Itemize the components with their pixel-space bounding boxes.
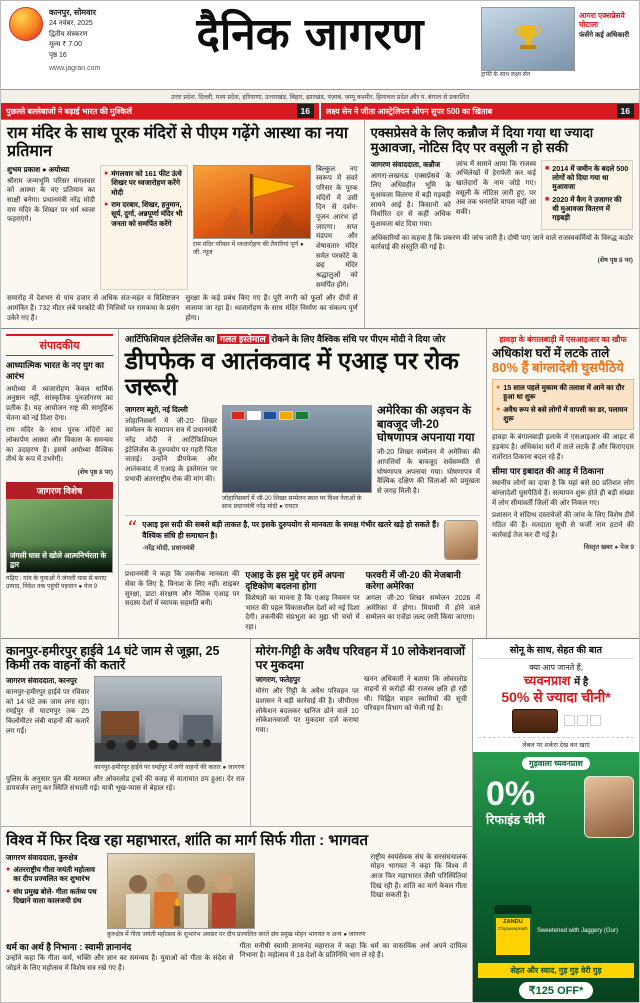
ram-photo-caption: राम मंदिर परिसर में ध्वजारोहण की तैयारियां पूर्ण ● जी. न्यूज (193, 240, 304, 256)
ad-gudwala-badge: गुड़वाला च्यवनप्राश (522, 757, 590, 770)
jagran-vishesh-note: पढ़िए : गांव के युवाओं ने जंगली घास से बनाए उत्पाद, विदेश तक पहुंची पहचान ● पेज 9 (6, 574, 107, 590)
ad-green-panel (473, 752, 639, 1003)
middle-row (1, 328, 639, 637)
teaser-left (1, 103, 319, 119)
saffron-flag-icon (194, 166, 311, 239)
publication-states-line: उत्तर प्रदेश, दिल्ली, मध्य प्रदेश, हरियाणा, उत्तराखंड, बिहार, झारखंड, पंजाब, जम्मू कश्मीर, हिमाचल प्रदेश और प. बंगाल से प्रकाशित (1, 89, 639, 103)
ad-line1-rest: में है (574, 676, 589, 688)
sir-kicker: हावड़ा के बंगालबाड़ी में एसआइआर का खौफ (499, 335, 627, 345)
bhagwat-col3: गीता मनीषी स्वामी ज्ञानानंद महाराज ने कहा कि धर्म का वास्तविक अर्थ अपने दायित्व निभाना है। महोत्सव में 18 देशों के प्रतिनिधि भाग ले रहे हैं। (239, 942, 467, 960)
ram-intro: श्रीराम जन्मभूमि परिसर मंगलवार को आस्था के नए प्रतिमान का साक्षी बनेगा। प्रधानमंत्री नरेंद्र मोदी राम मंदिर के शिखर पर धर्म ध्वजा फहराएंगे। (7, 177, 95, 224)
bhagwat-bullet-2: संघ प्रमुख बोले- गीता कर्तव्य पथ दिखाने वाला कालजयी ग्रंथ (13, 886, 97, 905)
highway-jam-photo (94, 676, 222, 762)
sir-bullet-box (492, 379, 634, 430)
jagran-vishesh-label: जागरण विशेष (6, 482, 113, 499)
bhagwat-col1: राष्ट्रीय स्वयंसेवक संघ के सरसंघचालक मोहन भागवत ने कहा कि विश्व में आज फिर महाभारत जैसी परिस्थितियां दिख रही हैं। शांति का मार्ग केवल गीता दिखा सकती है। (370, 853, 467, 900)
gita-mahotsav-stage-photo (107, 853, 255, 929)
ai-substory1-headline: एआइ के इस मुद्दे पर हमें अपना दृष्टिकोण बदलना होगा (245, 570, 345, 592)
ai-col1: जोहानिसबर्ग में जी-20 शिखर सम्मेलन के समापन सत्र में प्रधानमंत्री नरेंद्र मोदी ने आर्टिफिशियल इंटेलिजेंस के दुरुपयोग पर गहरी चिंता जताई। उन्होंने डीपफेक और आतंकवाद में एआइ के इस्तेमाल पर प्रभावी अंतरराष्ट्रीय रोक की मांग की। (125, 417, 217, 483)
article-sir-border (487, 329, 639, 637)
promo-line1: आगरा एक्सप्रेसवे घोटाला (579, 11, 625, 30)
bullet-icon: ● (6, 865, 11, 873)
bhagwat-byline: जागरण संवाददाता, कुरुक्षेत्र (6, 852, 78, 862)
article-highway-jam (1, 639, 251, 826)
ai-kicker-highlight: गलत इस्तेमाल (217, 334, 269, 344)
expressway-col3: अधिकारियों का कहना है कि प्रकरण की जांच जारी है। दोषी पाए जाने वाले राजस्वकर्मियों के विरुद्ध कठोर कार्रवाई की संस्तुति की गई है। (370, 234, 633, 252)
expressway-bullet-1: 2014 में जमीन के बदले 500 लोगों को दिया गया था मुआवजा (552, 163, 629, 192)
ram-mandir-flag-photo (193, 165, 311, 239)
ad-zero-percent: 0% (486, 774, 536, 813)
bhagwat-headline: विश्व में फिर दिख रहा महाभारत, शांति का मार्ग सिर्फ गीता : भागवत (6, 831, 369, 849)
ad-refined-sugar-label: रिफाइंड चीनी (486, 812, 545, 827)
highway-col2: पुलिस के अनुसार पुल की मरम्मत और ओवरलोड ट्रकों की वजह से यातायात ठप हुआ। देर रात डायवर्जन लागू कर स्थिति संभाली गई। यात्री भूख-प्यास से बेहाल रहे। (6, 775, 245, 793)
sir-bullet-1: 15 साल पहले मुकाम की तलाश में आने का दौर हुआ था शुरू (503, 383, 625, 402)
article-morang (251, 639, 472, 826)
bhagwat-subhead: धर्म का अर्थ है निभाना : स्वामी ज्ञानानंद (6, 941, 132, 952)
ai-kicker-pre: आर्टिफिशियल इंटेलिजेंस का (125, 334, 215, 345)
city-day: कानपुर, सोमवार (49, 8, 96, 17)
promo-side (579, 7, 631, 89)
promo-caption: ट्राफी के साथ लक्ष्य सेन (481, 72, 531, 78)
bullet-icon: ● (6, 887, 11, 895)
trucks-icon (95, 677, 222, 762)
ai-kicker-post: रोकने के लिए वैश्विक संधि पर पीएम मोदी ने दिया जोर (271, 334, 446, 345)
promo-photo-wrap (481, 7, 575, 89)
highway-col1: कानपुर-हमीरपुर हाईवे पर रविवार को 14 घंटे तक जाम लगा रहा। रमईपुर से घाटमपुर तक 25 किलोमीटर लंबी वाहनों की कतारें लग गईं। (6, 689, 90, 735)
bullet-icon: ● (104, 200, 109, 208)
editorial-column (1, 329, 119, 637)
modi-quote-text: एआइ इस सदी की सबसे बड़ी ताकत है, पर इसके दुरुपयोग से मानवता के समक्ष गंभीर खतरे खड़े हो सकते हैं। वैश्विक संधि ही समाधान है। (142, 520, 439, 540)
lakshya-sen-trophy-photo (481, 7, 575, 71)
modi-quote-box (125, 515, 480, 565)
bottom-section (1, 638, 639, 1003)
trophy-icon (508, 19, 548, 59)
chyavanprash-jar-icon (494, 905, 532, 959)
morang-byline: जागरण, फतेहपुर (255, 675, 301, 685)
editorial-title: संपादकीय (6, 334, 113, 356)
jagran-vishesh-photo (6, 499, 113, 573)
ram-headline: राम मंदिर के साथ पूरक मंदिरों से पीएम गढ़ेंगे आस्था का नया प्रतिमान (7, 125, 349, 160)
sonu-sood-photo (584, 776, 634, 838)
ram-col3: सुरक्षा के कड़े प्रबंध किए गए हैं। पूरी नगरी को फूलों और दीपों से सजाया जा रहा है। ध्वजारोहण के साथ मंदिर निर्माण का संकल्प पूर्ण होगा। (185, 295, 358, 322)
date-block (49, 7, 100, 89)
masthead (1, 1, 639, 89)
g20-leaders-photo (222, 405, 372, 493)
sir-headline-line2: 80% हैं बांग्लादेशी घुसपैठिये (492, 360, 624, 376)
morang-headline: मोरंग-गिट्टी के अवैध परिवहन में 10 लोकेशनवाजों पर मुकदमा (255, 643, 465, 672)
teaser-right-page-badge: 16 (617, 104, 634, 118)
bullet-icon: ● (104, 169, 109, 177)
ram-bullet-box (100, 165, 188, 291)
ram-bullet-1: मंगलवार को 161 फीट ऊंचे शिखर पर ध्वजारोहण करेंगे मोदी (111, 168, 182, 197)
ad-product-subtext: Sweetened with Jaggery (Gur) (536, 927, 619, 934)
sir-headline-line1: अधिकांश घरों में लटके ताले (492, 346, 610, 361)
teaser-strip (1, 103, 639, 119)
ad-sugar-claim: 50% से ज्यादा चीनी* (501, 688, 611, 705)
chocolate-bar-icon (512, 709, 558, 733)
ai-headline: डीपफेक व आतंकवाद में एआइ पर रोक जरूरी (125, 348, 459, 401)
ai-subhead: अमेरिका की अड़चन के बावजूद जी-20 घोषणापत्र अपनाया गया (377, 404, 475, 445)
editorial-jump-line: (शेष पृष्ठ 8 पर) (77, 468, 113, 476)
jagran-vishesh-caption: जंगली घास से खोले आत्मनिर्भरता के द्वार (7, 544, 112, 572)
ai-kicker (125, 334, 480, 346)
website-url: www.jagran.com (49, 65, 101, 72)
article-bhagwat-gita (1, 827, 472, 1003)
masthead-left (9, 7, 141, 89)
expressway-col2: जांच में सामने आया कि राजस्व अभिलेखों में हेराफेरी कर कई खातेदारों के नाम जोड़े गए। वसूली के नोटिस जारी हुए, पर अब तक धनराशि वापस नहीं आ सकी। (455, 160, 536, 216)
sir-body-1: हावड़ा के बंगालबाड़ी इलाके में एसआइआर की आहट से हड़कंप है। अधिकांश घरों में ताले लटके हैं और किराएदार रातोंरात ठिकाना बदल रहे हैं। (492, 434, 634, 461)
morang-col1: मोरंग और गिट्टी के अवैध परिवहन पर प्रशासन ने बड़ी कार्रवाई की है। जीपीएस लोकेशन बदलकर खनिज ढोने वाले 10 लोकेशनवाजों पर मुकदमा दर्ज कराया गया। (255, 688, 359, 734)
bhagwat-col2: उन्होंने कहा कि गीता कर्म, भक्ति और ज्ञान का समन्वय है। युवाओं को गीता के संदेश से जोड़ने के लिए महोत्सव में विशेष सत्र रखे गए हैं। (6, 955, 234, 972)
ram-byline: शुभम प्रकाश ● अयोध्या (7, 164, 70, 174)
teaser-left-page-badge: 16 (297, 104, 314, 118)
expressway-jump-line: (शेष पृष्ठ 8 पर) (597, 257, 633, 265)
newspaper-title: दैनिक जागरण (196, 9, 424, 60)
sir-subhead: सीमा पार इबादत की आड़ में ठिकाना (492, 466, 604, 477)
sugar-cubes-icon (564, 715, 601, 726)
morang-col2: खनन अधिकारी ने बताया कि ओवरलोड वाहनों से करोड़ों की राजस्व क्षति हो रही थी। चिह्नित वाहन स्वामियों की सूची परिवहन विभाग को भेजी गई है। (363, 676, 467, 713)
editorial-lead: आध्यात्मिक भारत के नए युग का आरंभ (6, 360, 104, 381)
ram-col2: समारोह में देशभर से पांच हजार से अधिक संत-महंत व विशिष्टजन आमंत्रित हैं। 732 मीटर लंबे परकोटे की भित्तियों पर रामकथा के प्रसंग उकेरे गए हैं। (7, 295, 180, 322)
sir-body-2: स्थानीय लोगों का दावा है कि यहां बसे 80 प्रतिशत लोग बांग्लादेशी घुसपैठिये हैं। सत्यापन शुरू होते ही बड़ी संख्या में लोग सीमावर्ती जिलों की ओर निकल गए। (492, 480, 634, 507)
bullet-icon: ● (496, 384, 501, 392)
price: मूल्य ₹ 7.00 (49, 41, 82, 48)
g20-flags-icon (231, 411, 309, 420)
ram-bullet-2: राम दरबार, शिखर, हनुमान, सूर्य, दुर्गा, अन्नपूर्णा मंदिर भी जनता को समर्पित करेंगे (111, 199, 183, 228)
teaser-right-text: लक्ष्य सेन ने जीता आस्ट्रेलियन ओपन सुपर 500 का खिताब (326, 106, 493, 116)
ad-question: क्या आप जानते हैं, (529, 662, 583, 672)
edition: द्वितीय संस्करण (49, 30, 88, 38)
chyawanprash-advertisement (473, 639, 639, 1003)
quote-icon: “ (127, 516, 138, 541)
teaser-left-text: पुछल्ले बल्लेबाजों ने बढ़ाई भारत की मुश्किलें (6, 106, 132, 116)
bhagwat-bullet-1: अंतरराष्ट्रीय गीता जयंती महोत्सव का दीप प्रज्वलित कर शुभारंभ (13, 864, 95, 884)
ai-substory2-headline: फरवरी में जी-20 की मेजबानी करेगा अमेरिका (365, 570, 461, 592)
bullet-icon: ■ (545, 164, 550, 172)
top-stories-row (1, 119, 639, 328)
ram-col1: बिल्कुल नए स्वरूप में संवरे परिसर के पूरक मंदिरों में उसी दिन से दर्शन-पूजन आरंभ हो जाएगा। सप्त मंडपम और शेषावतार मंदिर समेत परकोटे के छह मंदिर श्रद्धालुओं को समर्पित होंगे। (316, 165, 358, 289)
modi-quote-attribution: -नरेंद्र मोदी, प्रधानमंत्री (142, 544, 195, 552)
ai-byline: जागरण ब्यूरो, नई दिल्ली (125, 404, 188, 414)
bullet-icon: ■ (545, 195, 550, 203)
editorial-body-1: अयोध्या में ध्वजारोहण केवल धार्मिक अनुष्ठान नहीं, सांस्कृतिक पुनर्जागरण का प्रतीक है। यह आयोजन राष्ट्र की सामूहिक चेतना को नई दिशा देगा। (6, 385, 113, 422)
sir-body-3: प्रशासन ने संदिग्ध दस्तावेजों की जांच के लिए विशेष टीमें गठित की हैं। मतदाता सूची से फर्जी नाम हटाने की कार्रवाई तेज कर दी गई है। (492, 512, 634, 539)
ai-col3: प्रधानमंत्री ने कहा कि तकनीक मानवता की सेवा के लिए है, विनाश के लिए नहीं। साइबर सुरक्षा, डाटा संरक्षण और नैतिक एआइ पर सदस्य देशों में व्यापक सहमति बनी। (125, 571, 240, 608)
article-ram-mandir (1, 120, 365, 328)
masthead-center (141, 7, 479, 89)
highway-byline: जागरण संवाददाता, कानपुर (6, 676, 77, 686)
expressway-bullet-box (541, 160, 633, 230)
expressway-byline: जागरण संवाददाता, कन्नौज (370, 159, 441, 169)
article-expressway (365, 120, 639, 328)
ad-product-word: च्यवनप्राश (523, 672, 571, 688)
ad-tagline: सेहत और स्वाद, गुड़ गुड़ वेरी गुड़ (478, 963, 634, 978)
article-ai-g20 (119, 329, 487, 637)
promo-line2: फंसेंगे कई अधिकारी (579, 31, 630, 39)
jagran-sun-logo-icon (9, 7, 43, 41)
date: 24 नवंबर, 2025 (49, 20, 93, 27)
sir-jump-line: विस्तृत खबर ● पेज 9 (583, 544, 634, 552)
masthead-right (479, 7, 631, 89)
bullet-icon: ● (496, 405, 501, 413)
expressway-bullet-2: 2020 में कैग ने उजागर की थी मुआवजा वितरण में गड़बड़ी (552, 194, 622, 223)
ad-visuals (478, 709, 634, 733)
sir-bullet-2: अवैध रूप से बसे लोगों में वापसी का डर, पलायन शुरू (503, 404, 628, 424)
ai-col2: जी-20 शिखर सम्मेलन में अमेरिका की आपत्तियों के बावजूद सर्वसम्मति से घोषणापत्र अपनाया गया। घोषणापत्र में वैश्विक दक्षिण की चिंताओं को प्रमुखता से जगह मिली है। (377, 449, 480, 495)
ad-product-name: Chyavanprash (498, 925, 528, 931)
ad-label-note: लेबल पर शर्करा देख कर खाएं (478, 737, 634, 749)
lamp-lighting-icon (108, 854, 255, 929)
ad-header: सोनू के साथ, सेहत की बात (478, 643, 634, 659)
ai-substory1-body: विशेषज्ञों का मानना है कि एआइ नियमन पर भारत की पहल विकासशील देशों को नई दिशा देगी। तकनीकी संप्रभुता का मुद्दा भी चर्चा में रहा। (245, 594, 360, 631)
bhagwat-photo-caption: कुरुक्षेत्र में गीता जयंती महोत्सव के शुभारंभ अवसर पर दीप प्रज्वलित करते संघ प्रमुख मोहन भागवत व अन्य ● जागरण (107, 930, 366, 938)
teaser-right (321, 103, 639, 119)
g20-photo-caption: जोहानिसबर्ग में जी-20 शिखर सम्मेलन स्थल पर विश्व नेताओं के साथ प्रधानमंत्री नरेंद्र मोदी ● रायटर (222, 494, 362, 510)
editorial-body-2: राम मंदिर के साथ पूरक मंदिरों का लोकार्पण आस्था और विकास के समन्वय का उदाहरण है। इससे अयोध्या वैश्विक तीर्थ के रूप में उभरेगी। (6, 427, 113, 464)
modi-portrait-photo (444, 520, 478, 560)
expressway-headline: एक्सप्रेसवे के लिए कन्नौज में दिया गया था ज्यादा मुआवजा, नोटिस दिए पर वसूली न हो सकी (370, 125, 594, 156)
highway-photo-caption: कानपुर-हमीरपुर हाईवे पर रमईपुर में लगी वाहनों की कतार ● जागरण (94, 764, 245, 772)
ad-offer-pill: ₹125 OFF* (519, 982, 594, 999)
highway-headline: कानपुर-हमीरपुर हाईवे 14 घंटे जाम से जूझा, 25 किमी तक वाहनों की कतारें (6, 643, 220, 673)
expressway-col1: आगरा-लखनऊ एक्सप्रेसवे के लिए अधिग्रहीत भूमि के मुआवजा वितरण में बड़ी गड़बड़ी सामने आई है। किसानों को निर्धारित दर से कहीं अधिक मुआवजा बांट दिया गया। (370, 172, 451, 228)
page-count: पृष्ठ 16 (49, 51, 67, 59)
ai-substory2-body: अगला जी-20 शिखर सम्मेलन 2026 में अमेरिका में होगा। मियामी में होने वाले सम्मेलन का एजेंडा जल्द जारी किया जाएगा। (365, 594, 480, 622)
ad-brand-name: ZANDU (503, 918, 523, 925)
